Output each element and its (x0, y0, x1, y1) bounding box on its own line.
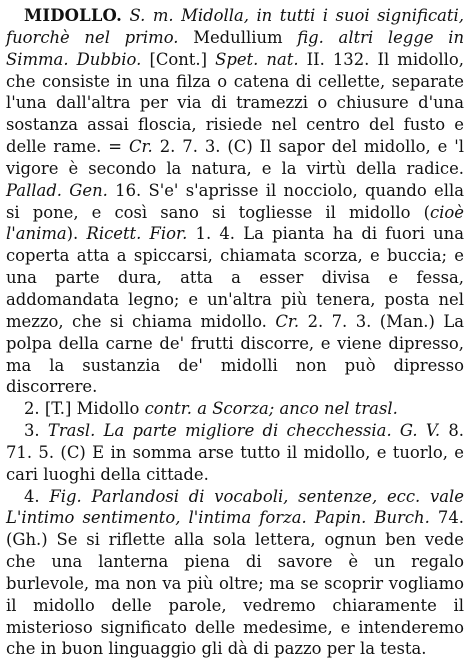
sense-definition: contr. a Scorza; anco nel trasl. (144, 399, 398, 419)
citation-text: La polpa della carne de' frutti discorre, e viene dipresso, ma la sustanzia de' midolli non può dipresso discorrere. (6, 311, 464, 397)
citation-source: G. V. (399, 421, 441, 441)
latin-equivalent: Medullium (193, 27, 283, 47)
sense-number: 3. (24, 421, 40, 441)
citation-ref: 2. 7. 3. (Man.) (307, 311, 435, 331)
sense-2 (6, 398, 464, 420)
cont-tag: [Cont.] (149, 49, 207, 69)
grammar-tag: S. m. (129, 6, 174, 25)
sense-definition: Fig. Parlandosi di vocaboli, sentenze, ecc. vale L'intimo sentimento, l'intima forza. (6, 486, 464, 528)
sense-word: Midollo (76, 399, 140, 419)
citation-ref: II. 132. (306, 49, 370, 69)
definition: Midolla, in tutti i suoi significati, fuorchè nel primo. (6, 6, 464, 47)
sense-1 (6, 5, 464, 398)
citation-text: Il sapor del midollo, e 'l vigore è secondo la natura, e la virtù della radice. (6, 137, 464, 178)
citation-close: ). (66, 224, 79, 244)
citation-text: S'e' s'aprisse il nocciolo, quando ella si pone, e così sano si togliesse il midollo ( (6, 180, 464, 222)
dictionary-entry (6, 5, 464, 660)
sense-tag: [T.] (44, 399, 72, 419)
latin-note: fig. altri legge in Simma. Dubbio. (6, 27, 465, 69)
sense-definition: Trasl. La parte migliore di checchessia. (47, 421, 392, 441)
citation-ref: 74. (Gh.) (6, 508, 464, 550)
citation-text: Se si riflette alla sola lettera, ognun ben vede che una lanterna piena di savore è un regalo burlevole, ma non va più oltre; ma se scoprir vogliamo il midollo delle parole, vedremo chiaramente il misterioso significato delle medesime, e intenderemo che in buon linguaggio gli dà di pazzo per la testa. (6, 530, 464, 659)
sense-4 (6, 486, 464, 661)
citation-source: Spet. nat. (215, 49, 299, 69)
sense-3 (6, 420, 464, 486)
citation-ref: 8. 71. 5. (C) (6, 421, 464, 462)
sense-number: 2. (24, 399, 40, 419)
citation-source: Pallad. Gen. (6, 180, 108, 200)
citation-ref: 2. 7. 3. (C) (159, 137, 253, 157)
citation-source: Ricett. Fior. (86, 224, 188, 244)
citation-gloss: cioè l'anima (6, 202, 464, 244)
sense-number: 4. (24, 486, 40, 506)
headword: MIDOLLO. (24, 6, 122, 25)
citation-ref: 16. (115, 180, 142, 200)
citation-text: E in somma arse tutto il midollo, e tuorlo, e cari luoghi della cittade. (6, 442, 464, 484)
citation-source: Papin. Burch. (314, 508, 430, 528)
citation-source: Cr. (128, 137, 153, 157)
citation-text: La pianta ha di fuori una coperta atta a spiccarsi, chiamata scorza, e buccia; e una parte dura, atta a esser divisa e fessa, addomandata legno; e un'altra più tenera, posta nel mezzo, che si chiama midollo. (6, 224, 464, 331)
citation-text: Il midollo, che consiste in una filza o catena di cellette, separate l'una dall'altra per via di tramezzi o chiusure d'una sostanza assai floscia, risiede nel centro del fusto e delle rame. = (6, 49, 464, 157)
citation-ref: 1. 4. (195, 224, 236, 244)
citation-source: Cr. (275, 311, 300, 331)
